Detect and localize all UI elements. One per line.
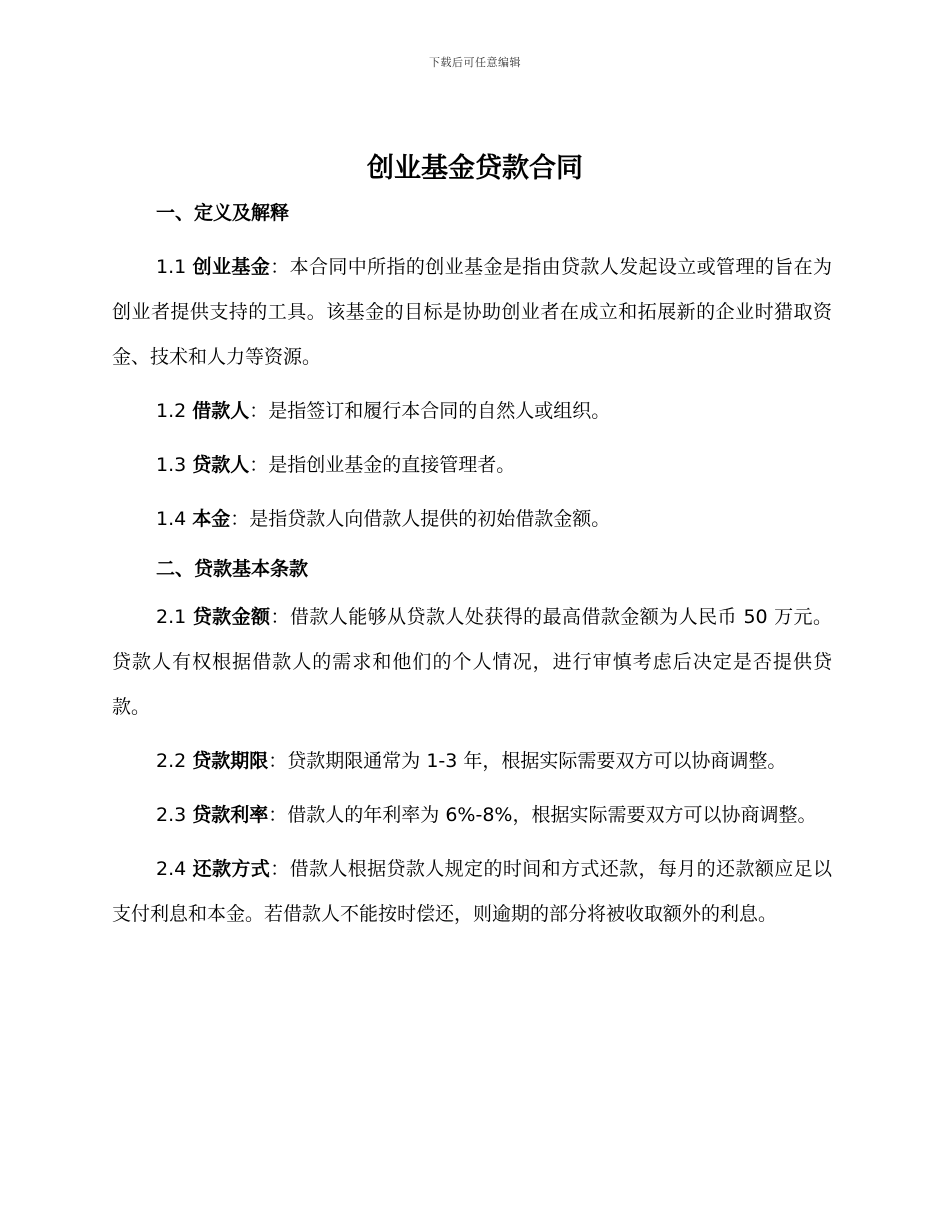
- clause-number: 1.4: [156, 508, 193, 530]
- clause-term: 创业基金: [192, 256, 271, 278]
- clause-text: ：是指创业基金的直接管理者。: [249, 454, 516, 476]
- clause-text: ：借款人的年利率为 6%-8%，根据实际需要双方可以协商调整。: [268, 804, 817, 826]
- clause-1-1: [112, 245, 832, 380]
- clause-text: ：是指签订和履行本合同的自然人或组织。: [249, 400, 611, 422]
- clause-text: ：本合同中所指的创业基金是指由贷款人发起设立或管理的旨在为创业者提供支持的工具。该基金的目标是协助创业者在成立和拓展新的企业时猎取资金、技术和人力等资源。: [112, 256, 832, 368]
- clause-text: ：是指贷款人向借款人提供的初始借款金额。: [230, 508, 611, 530]
- clause-text: ：贷款期限通常为 1-3 年，根据实际需要双方可以协商调整。: [268, 750, 787, 772]
- clause-number: 2.2: [156, 750, 193, 772]
- clause-number: 2.1: [156, 606, 193, 628]
- document-title: 创业基金贷款合同: [367, 153, 583, 184]
- clause-1-3: [112, 443, 832, 488]
- clause-term: 贷款人: [192, 454, 250, 476]
- clause-number: 1.1: [156, 256, 193, 278]
- clause-term: 本金: [192, 508, 231, 530]
- clause-2-1: [112, 595, 832, 730]
- clause-number: 1.3: [156, 454, 193, 476]
- clause-1-4: [112, 497, 832, 542]
- section-heading-definitions: 一、定义及解释: [156, 202, 290, 224]
- clause-2-3: [112, 793, 832, 838]
- document-body: [112, 195, 832, 937]
- header-note: 下载后可任意编辑: [429, 56, 521, 69]
- clause-text: ：借款人根据贷款人规定的时间和方式还款，每月的还款额应足以支付利息和本金。若借款人不能按时偿还，则逾期的部分将被收取额外的利息。: [112, 858, 832, 925]
- clause-number: 1.2: [156, 400, 193, 422]
- clause-term: 借款人: [192, 400, 250, 422]
- clause-number: 2.4: [156, 858, 193, 880]
- clause-term: 还款方式: [192, 858, 271, 880]
- clause-2-2: [112, 739, 832, 784]
- clause-2-4: [112, 847, 832, 937]
- clause-term: 贷款金额: [192, 606, 271, 628]
- clause-1-2: [112, 389, 832, 434]
- clause-term: 贷款利率: [192, 804, 269, 826]
- clause-term: 贷款期限: [192, 750, 269, 772]
- clause-text: ：借款人能够从贷款人处获得的最高借款金额为人民币 50 万元。贷款人有权根据借款人的需求和他们的个人情况，进行审慎考虑后决定是否提供贷款。: [112, 606, 832, 718]
- section-heading-loan-terms: 二、贷款基本条款: [156, 558, 309, 580]
- clause-number: 2.3: [156, 804, 193, 826]
